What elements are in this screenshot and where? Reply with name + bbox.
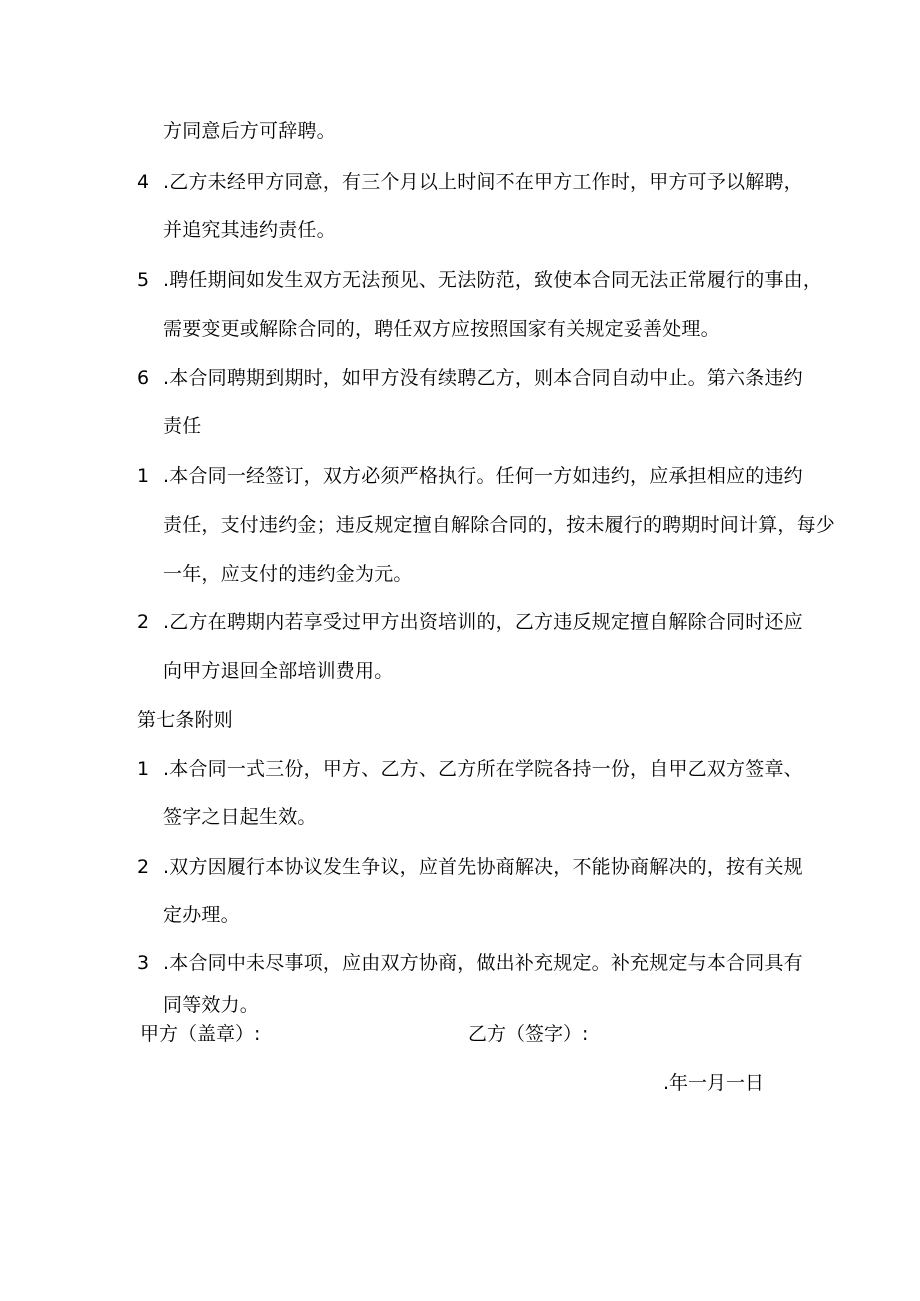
text-line [137,414,797,438]
line-text: 定办理。 [163,904,240,926]
text-line [137,757,803,781]
text-line [137,903,797,927]
item-number: 5 [137,269,150,291]
text-line [137,464,803,488]
text-line [137,513,836,537]
section-heading [137,708,797,732]
text-line [137,951,803,975]
line-text: .乙方在聘期内若享受过甲方出资培训的，乙方违反规定擅自解除合同时还应 [163,611,803,633]
text-line [137,366,803,390]
line-text: 方同意后方可辞聘。 [163,120,336,142]
line-text: 第七条附则 [137,709,234,731]
text-line [137,659,797,683]
line-text: 一年，应支付的违约金为元。 [163,563,413,585]
text-line [137,610,803,634]
text-line [137,268,823,292]
text-line [137,218,797,242]
line-text: 需要变更或解除合同的，聘任双方应按照国家有关规定妥善处理。 [163,318,720,340]
text-line [137,855,803,879]
item-number: 1 [137,758,150,780]
line-text: 责任，支付违约金；违反规定擅自解除合同的，按未履行的聘期时间计算，每少 [163,514,836,536]
text-line [137,317,797,341]
text-line [137,805,797,829]
line-text: 同等效力。 [163,994,260,1016]
item-number: 4 [137,171,150,193]
text-line [137,993,797,1017]
text-line [137,170,803,194]
line-text: .聘任期间如发生双方无法预见、无法防范，致使本合同无法正常履行的事由， [163,269,823,291]
text-line [137,562,797,586]
date-line: .年一月一日 [663,1072,765,1094]
item-number: 2 [137,611,150,633]
text-line [137,119,797,143]
item-number: 3 [137,952,150,974]
party-b-signature-label: 乙方（签字）: [468,1023,589,1045]
line-text: .乙方未经甲方同意，有三个月以上时间不在甲方工作时，甲方可予以解聘， [163,171,803,193]
line-text: 向甲方退回全部培训费用。 [163,660,394,682]
line-text: 并追究其违约责任。 [163,219,336,241]
line-text: .本合同一经签订，双方必须严格执行。任何一方如违约，应承担相应的违约 [163,465,803,487]
item-number: 1 [137,465,150,487]
line-text: 签字之日起生效。 [163,806,317,828]
line-text: 责任 [163,415,202,437]
party-a-seal-label: 甲方（盖章）: [140,1023,261,1045]
line-text: .本合同中未尽事项，应由双方协商，做出补充规定。补充规定与本合同具有 [163,952,803,974]
item-number: 6 [137,367,150,389]
line-text: .双方因履行本协议发生争议，应首先协商解决，不能协商解决的，按有关规 [163,856,803,878]
line-text: .本合同聘期到期时，如甲方没有续聘乙方，则本合同自动中止。第六条违约 [163,367,803,389]
item-number: 2 [137,856,150,878]
line-text: .本合同一式三份，甲方、乙方、乙方所在学院各持一份，自甲乙双方签章、 [163,758,803,780]
